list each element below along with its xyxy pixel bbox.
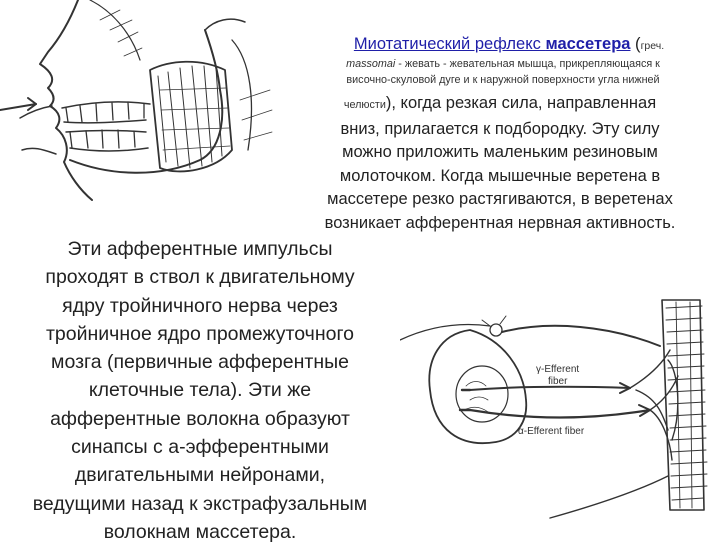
paragraph-left-line: волокнам массетера. [103, 520, 297, 543]
muscle-spindle-reflex-diagram [400, 290, 720, 522]
paragraph-right [282, 92, 718, 235]
etymology-line-1-rest: - жевать - жевательная мышца, прикрепляющаяся к [395, 58, 660, 70]
etymology-line-1 [288, 56, 718, 72]
alpha-efferent-label: α-Efferent fiber [518, 426, 585, 437]
brainstem-outline-icon [429, 330, 526, 443]
title-paren: ( [630, 35, 641, 53]
gamma-efferent-fiber [470, 387, 630, 390]
title-link-text: Миотатический рефлекс [353, 35, 546, 53]
paragraph-right-line: можно приложить маленьким резиновым [342, 143, 658, 161]
paragraph-left-line: тройничное ядро промежуточного [46, 322, 354, 345]
paragraph-right-line: вниз, прилагается к подбородку. Эту силу [340, 119, 660, 138]
etymology-line-2: височно-скуловой дуге и к наружной поверхности угла нижней [346, 74, 660, 86]
paragraph-left [4, 235, 396, 546]
paragraph-right-line: молоточком. Когда мышечные веретена в [339, 166, 661, 185]
title-bold-term: массетера [545, 35, 631, 53]
etymology-term: massomai [346, 58, 396, 70]
paragraph-left-line: двигательными нейронами, [74, 464, 326, 487]
paragraph-left-line: клеточные тела). Эти же [88, 379, 312, 402]
paragraph-right-line: возникает афферентная нервная активность. [324, 213, 676, 232]
paragraph-right-line-1 [282, 92, 718, 118]
paragraph-left-line: синапсы с а-эфферентными [71, 436, 329, 459]
greek-label: греч. [640, 40, 665, 52]
paragraph-left-line: Эти афферентные импульсы [67, 238, 333, 260]
paragraph-left-line: ведущими назад к экстрафузальным [32, 492, 368, 515]
paragraph-right-line-1-rest: ), когда резкая сила, направленная [385, 94, 657, 112]
gamma-efferent-label-fiber: fiber [548, 376, 568, 387]
paragraph-left-line: афферентные волокна образуют [50, 407, 350, 430]
jaw-masseter-illustration-icon [0, 0, 285, 215]
gamma-efferent-label: γ-Efferent [536, 364, 580, 375]
title-link[interactable] [354, 35, 631, 53]
title-line [300, 34, 718, 56]
jaw-word: челюсти [343, 99, 386, 111]
etymology-note [288, 56, 718, 88]
paragraph-left-line: мозга (первичные афферентные [51, 351, 349, 374]
paragraph-left-line: проходят в ствол к двигательному [45, 266, 355, 289]
paragraph-left-line: ядру тройничного нерва через [62, 294, 338, 317]
paragraph-right-line: массетере резко растягиваются, в веретенах [327, 190, 673, 208]
